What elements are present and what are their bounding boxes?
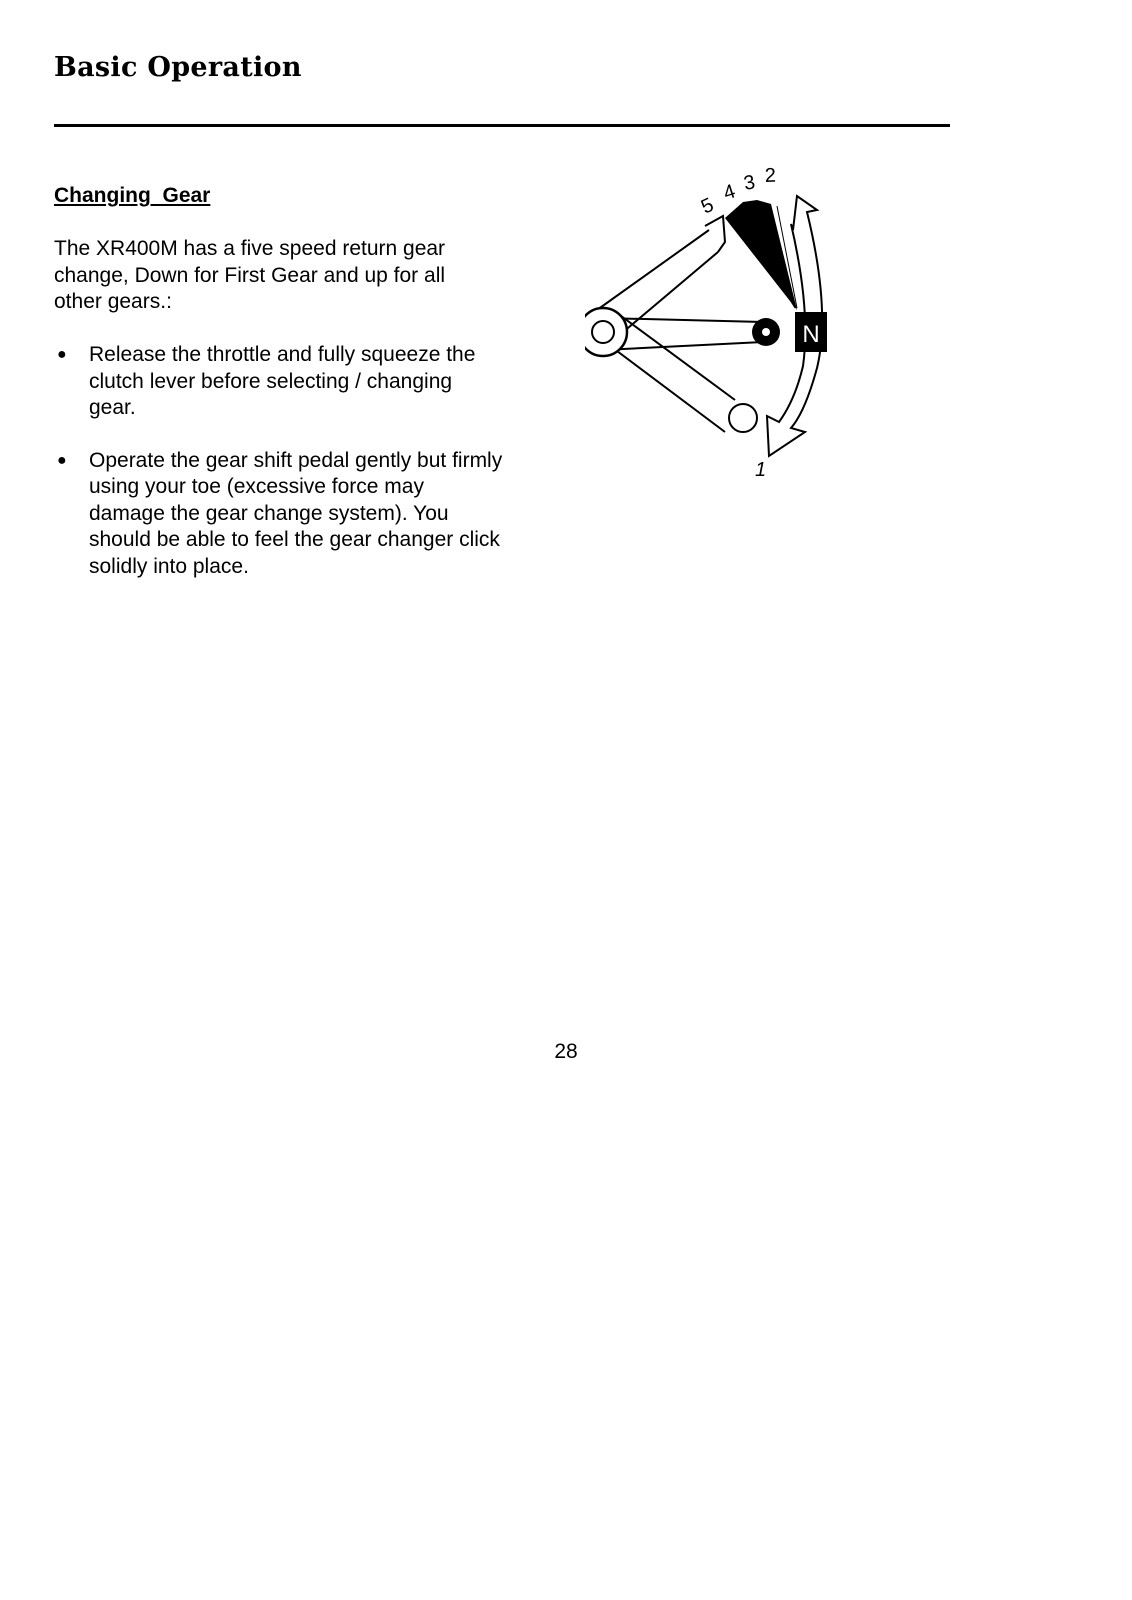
pedal-pivot-hole (592, 321, 614, 343)
bullet-icon: ● (57, 346, 67, 363)
gear-label-5: 5 (697, 193, 718, 219)
list-item-text: Operate the gear shift pedal gently but firmly using your toe (excessive force may damage the gear change system). You should be able to feel the gear changer click solidly into place. (89, 448, 503, 578)
gear-label-2: 2 (764, 164, 777, 187)
gear-label-1: 1 (755, 459, 767, 481)
gear-shift-diagram (585, 160, 855, 490)
neutral-label: N (802, 321, 820, 348)
gear-label-4: 4 (720, 180, 739, 205)
pedal-upper-tip (705, 216, 725, 252)
list-item (54, 342, 504, 422)
intro-paragraph: The XR400M has a five speed return gear change, Down for First Gear and up for all other gears.: (54, 237, 446, 313)
page-title: Basic Operation (54, 52, 302, 83)
bullet-icon: ● (57, 451, 67, 469)
section-heading: Changing Gear (54, 184, 211, 207)
list-item-text: Release the throttle and fully squeeze the clutch lever before selecting / changing gear. (89, 343, 476, 419)
gear-label-3: 3 (742, 171, 757, 195)
shaft-hub-hole (762, 328, 770, 336)
title-divider (54, 124, 950, 127)
page-number: 28 (554, 1040, 578, 1063)
list-item (54, 448, 504, 581)
instruction-list (54, 342, 504, 606)
pedal-lower-tip (729, 404, 757, 432)
